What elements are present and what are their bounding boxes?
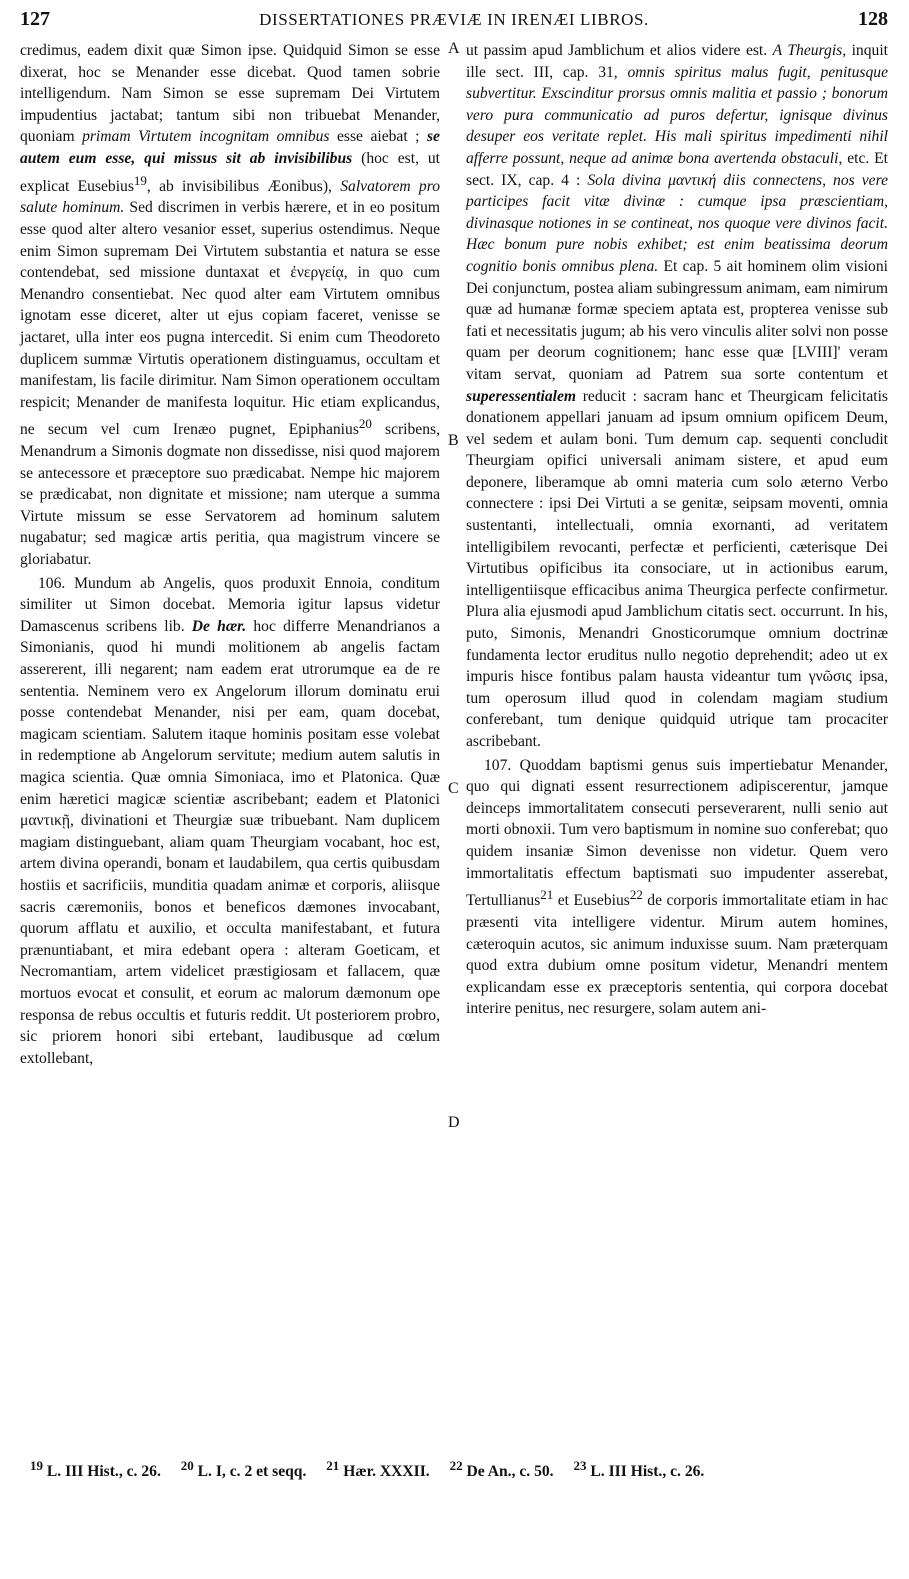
text-run: Et cap. 5 ait hominem olim visioni Dei conjunctum, postea aliam subingressum animam, eam nimirum quæ ad humanæ formæ speciem aptata est, propterea venisse sub fati et necessitatis jugum; ab his vero vinculis aliter solvi non posse quam per deorum cognitionem; hanc esse quæ [LVIII]' veram vitam servat, quoniam ad Patrem sua sorte contentum et: [466, 257, 888, 383]
paragraph-107: [466, 755, 888, 1020]
bold-italic-run: De hær.: [191, 617, 247, 635]
footnote: [449, 1458, 554, 1481]
margin-marker-b: B: [448, 432, 459, 449]
text-run: et Eusebius: [553, 892, 630, 910]
bold-italic-run: se autem eum esse, qui missus sit ab invisibilibus: [20, 128, 440, 167]
footnote: [180, 1458, 307, 1481]
margin-marker-a: A: [448, 40, 460, 57]
footnote-text: L. III Hist., c. 26.: [46, 1463, 161, 1481]
text-run: hoc differre Menandrianos a Simonianis, quod hi mundi molitionem ab angelis factam assererent, illi negarent; nam eadem erat utrorumque ea de re sententia. Neminem vero ex Angelorum illorum dominatu erui posse contendebat Menander, nisi per eam, quam docebat, magicam scientiam. Salutem itaque hominis positam esse volebat in redemptione ab Angelorum servitute; medium autem salutis in magica scientia. Quæ omnia Simoniaca, imo et Platonica. Quæ enim hæretici magicæ scientiæ ascribebant; eadem et Platonici μαντικῇ, divinationi et Theurgiæ suæ tribuebant. Nam duplicem magiam distinguebant, aliam quam Theurgiam vocabant, hoc est, artem divina operandi, bonam et laudabilem, qua certis quibusdam hostiis et sacrificiis, munditia quadam animæ et corporis, aliisque sacris cæremoniis, bonos et beneficos dæmones invocabant, quorum afflatu et auxilio, et occulta manifestabant, et futura prænuntiabant, et mira edebant opera : alteram Goeticam, et Necromantiam, artem videlicet præstigiosam et fallacem, quæ mortuos evocat et consulit, et eorum ac malorum dæmonum ope responsa de rebus occultis et futuris reddit. Ut posteriorem probro, sic priorem honori sibi ertebant, laudibusque ad cœlum extollebant,: [20, 617, 441, 1067]
text-run: Sed discrimen in verbis hærere, et in eo positum esse quod alter altero vesanior esset, superius ostendimus. Neque enim Simon supremam Dei Virtutem substantia et natura se esse contendebat, sed missione duntaxat et ἐνεργείᾳ, in quo cum Menandro consentiebat. Nec quod alter eam Virtutem omnibus ignotam esse diceret, alter ut ejus copiam faceret, venisse se jactaret, ulla inter eos pugna intercedit. Si enim cum Theodoreto duplicem summæ Virtutis operationem distinguamus, occultam et manifestam, lis facile dirimitur. Nam Simon operationem occultam respicit; Menander de manifesta loquitur. Hic etiam explicandus, ne secum vel cum Irenæo pugnet, Epiphanius: [20, 199, 440, 439]
footnote-number: 23: [573, 1458, 587, 1473]
left-column: [20, 40, 440, 1069]
footnote-ref: 20: [358, 416, 372, 432]
paragraph-105-continued: [20, 40, 440, 571]
text-run: 106. Mundum ab Angelis, quos produxit Ennoia, conditum similiter ut Simon docebat. Memoria igitur lapsus videtur Damascenus scribens lib.: [20, 574, 440, 635]
footnote: [326, 1458, 430, 1481]
text-run: reducit : sacram hanc et Theurgicam felicitatis donationem appellari januam ad ipsum omnium opificem Deum, vel sedem et aulam boni. Tum demum cap. sequenti concludit Theurgiam opifici universali animam sistere, et apud eum deponere, liberamque ab omni materia cum solo æterno Verbo connectere : ipsi Dei Virtuti a se genitæ, seipsam moventi, omnia sustentanti, intellectuali, omnia exornanti, ad veritatem intelligibilem revocanti, perfectæ et perficienti, cæterisque Dei Virtutibus opificibus ita consociare, ut in actionibus earum, intelligentiisque efficacibus anima Theurgica perfecte confirmetur. Plura alia ejusmodi apud Jamblichum citatis sect. occurrunt. In his, puto, Simonis, Menandri Gnosticorumque omnium doctrinæ fundamenta lector eruditus nullo negotio deprehendit; adeo ut ex impuris hisce fontibus palam hausta videantur tum γνῶσις ipsa, tum operosum illud quod in colendam magiam studium conferebant, tum denique quidquid utrique tam procaciter ascribebant.: [466, 387, 888, 750]
text-run: esse aiebat ;: [329, 128, 427, 146]
footnote-ref: 21: [540, 887, 554, 903]
footnote-number: 20: [180, 1458, 194, 1473]
right-column: [466, 40, 888, 1020]
text-run: (hoc est, ut explicat Eusebius: [20, 149, 440, 195]
footnote-number: 21: [326, 1458, 340, 1473]
text-run: scribens, Menandrum a Simonis dogmate non dissedisse, nisi quod majorem se antecessore et præceptore suo prædicabat. Nempe hic majorem se prædicabat, non dignitate et missione; nam uterque a summa Virtute missum se esse Servatorem ad hominum salutem nugabatur; sed magicæ artis peritia, qua magistrum vincere se gloriabatur.: [20, 421, 440, 569]
footnote-text: De An., c. 50.: [466, 1463, 554, 1481]
text-run: 107. Quoddam baptismi genus suis impertiebatur Menander, quo qui dignati essent resurrectionem adipiscerentur, jamque deinceps immortalitatem consecuti perseverarent, nulli senio aut morti obnoxii. Tum vero baptismum in nomine suo conferebat; quo quidem insaniæ Simon devenisse non videtur. Quem vero immortalitatis effectum baptismati suo impudenter asserebat, Tertullianus: [466, 756, 888, 910]
paragraph-106: [20, 573, 440, 1070]
text-run: ut passim apud Jamblichum et alios videre est.: [466, 42, 773, 59]
page-number-right: 128: [858, 8, 888, 30]
bold-italic-run: superessentialem: [466, 387, 577, 405]
text-run: , etc. Et sect. IX, cap. 4 :: [466, 149, 888, 189]
text-run: , inquit ille sect. III, cap. 31,: [466, 42, 888, 81]
footnote-text: L. I, c. 2 et seqq.: [197, 1463, 307, 1481]
footnote-number: 19: [30, 1458, 43, 1473]
text-run: , ab invisibilibus Æonibus),: [146, 177, 341, 195]
footnote: [30, 1458, 161, 1481]
footnote-text: Hær. XXXII.: [343, 1463, 430, 1481]
italic-run: omnis spiritus malus fugit, penitusque subvertitur. Exscinditur prorsus omnis malitia et passio ; bonorum vero pura communicatio ad puros defertur, ignisque divinus desuper eos veritate replet. His mali spiritus impedimenti nihil afferre possunt, neque ad animæ bona avertenda obstaculi: [466, 63, 889, 167]
footnote-ref: 19: [133, 172, 147, 188]
italic-run: Sola divina μαντική diis connectens, nos vere participes facit vitæ divinæ : cumque ipsa præscientiam, divinasque notiones in se contineat, nos quoque vere divinos facit. Hæc bonum pure nobis exhibet; est enim beatissima deorum cognitio bonis omnibus plena.: [466, 171, 889, 275]
paragraph-106-continued: [466, 40, 888, 753]
footnote: [573, 1458, 705, 1481]
page-number-left: 127: [20, 8, 50, 30]
text-run: credimus, eadem dixit quæ Simon ipse. Quidquid Simon se esse dixerat, hoc se Menander esse dicebat. Quod tamen sobrie intelligendum. Nam Simon se esse supremam Dei Virtutem impudentius jactabat; tantum sibi non tribuebat Menander, quoniam: [20, 42, 440, 146]
footnote-number: 22: [449, 1458, 463, 1473]
page-header: [20, 8, 888, 36]
footnotes: [30, 1458, 880, 1481]
footnote-ref: 22: [629, 887, 643, 903]
running-title: DISSERTATIONES PRÆVIÆ IN IRENÆI LIBROS.: [259, 10, 649, 29]
margin-marker-c: C: [448, 780, 459, 797]
text-run: de corporis immortalitate etiam in hac præsenti vita intelligere videntur. Mirum autem homines, cæteroquin acutos, sic animum induxisse suum. Nam præterquam quod extra dubium omne positum videtur, Menandri mentem explicandam esse ex præceptoris sententia, qui corpora docebat interire penitus, nec resurgere, solam autem ani-: [466, 892, 888, 1018]
footnote-text: L. III Hist., c. 26.: [590, 1463, 705, 1481]
italic-run: primam Virtutem incognitam omnibus: [82, 128, 330, 146]
margin-marker-d: D: [448, 1114, 460, 1131]
italic-run: A Theurgis: [772, 42, 843, 59]
italic-run: Salvatorem pro salute hominum.: [20, 177, 441, 217]
